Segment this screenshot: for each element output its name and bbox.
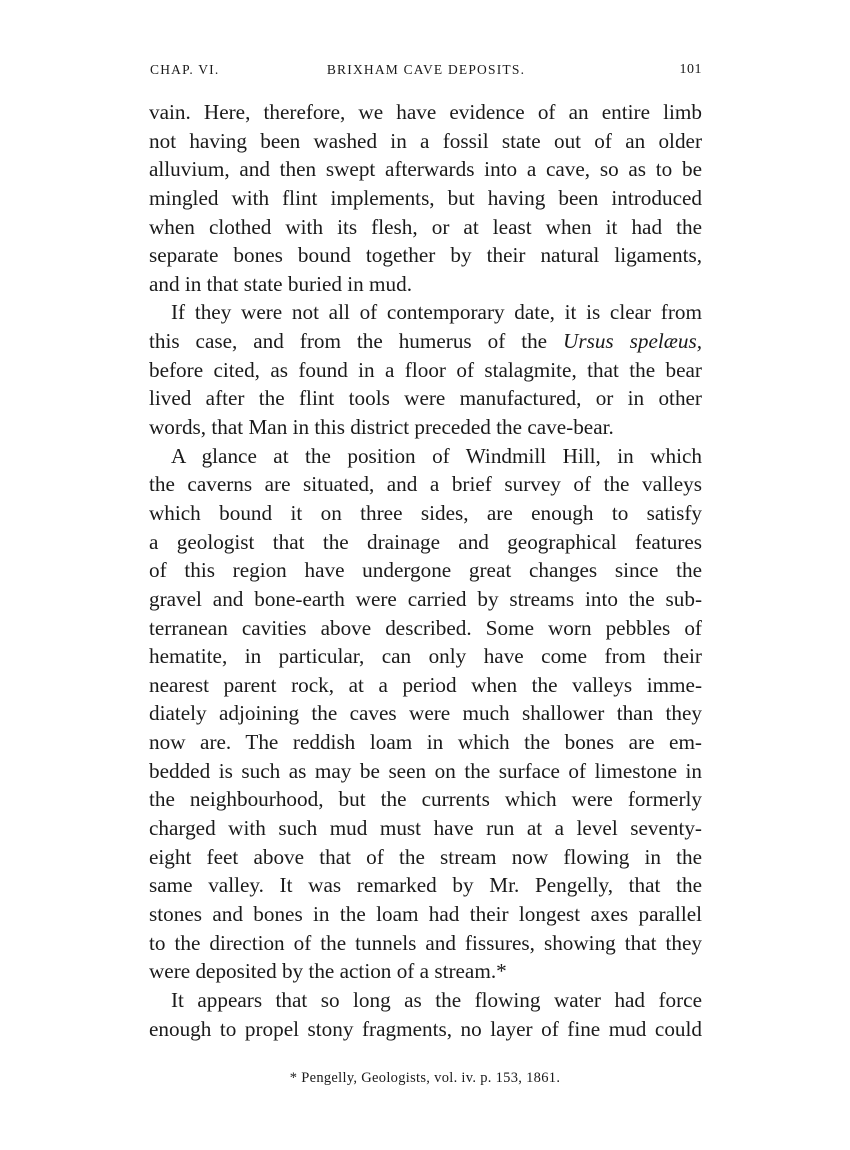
text-line: which bound it on three sides, are enough to satisfy	[149, 500, 702, 525]
text-line: charged with such mud must have run at a level seventy-	[149, 816, 702, 841]
text-line: It appears that so long as the flowing water had force	[171, 987, 702, 1012]
text-line: words, that Man in this district preceded the cave-bear.	[149, 415, 614, 440]
text-line: before cited, as found in a floor of stalagmite, that the bear	[149, 357, 702, 382]
text-line: same valley. It was remarked by Mr. Pengelly, that the	[149, 873, 702, 898]
text-line: A glance at the position of Windmill Hill, in which	[171, 443, 702, 468]
text-line: gravel and bone-earth were carried by streams into the sub-	[149, 586, 702, 611]
page-number: 101	[679, 62, 702, 77]
text-line: diately adjoining the caves were much shallower than they	[149, 701, 702, 726]
text-line: and in that state buried in mud.	[149, 271, 413, 296]
body-text	[149, 98, 702, 1043]
text-line: the neighbourhood, but the currents which were formerly	[149, 787, 702, 812]
text-line-italic	[149, 327, 702, 356]
text-line: the caverns are situated, and a brief survey of the valleys	[149, 472, 702, 497]
text-line: vain. Here, therefore, we have evidence of an entire limb	[149, 100, 702, 124]
text-line: bedded is such as may be seen on the surface of limestone in	[149, 758, 702, 783]
footnote: * Pengelly, Geologists, vol. iv. p. 153, 1861.	[289, 1070, 561, 1086]
text-line: when clothed with its flesh, or at least when it had the	[149, 214, 702, 239]
text-line: nearest parent rock, at a period when the valleys imme-	[149, 672, 702, 697]
text-line: not having been washed in a fossil state out of an older	[149, 128, 702, 153]
text-line: alluvium, and then swept afterwards into a cave, so as to be	[149, 157, 702, 182]
text-line: enough to propel stony fragments, no layer of fine mud could	[149, 1016, 702, 1041]
text-line: separate bones bound together by their natural ligaments,	[149, 243, 702, 268]
text-line: stones and bones in the loam had their longest axes parallel	[149, 901, 702, 926]
running-title: BRIXHAM CAVE DEPOSITS.	[326, 62, 526, 77]
text-line: If they were not all of contemporary date, it is clear from	[171, 300, 702, 325]
species-name: Ursus spelæus,	[563, 329, 702, 354]
text-line: now are. The reddish loam in which the bones are em-	[149, 730, 702, 755]
text-line: to the direction of the tunnels and fissures, showing that they	[149, 930, 702, 955]
running-head	[150, 62, 702, 86]
text-line: were deposited by the action of a stream.*	[149, 959, 507, 984]
text-segment: this case, and from the humerus of the	[149, 329, 564, 354]
text-line: mingled with flint implements, but having been introduced	[149, 185, 702, 210]
text-line: lived after the flint tools were manufactured, or in other	[149, 386, 702, 411]
text-line: terranean cavities above described. Some worn pebbles of	[149, 615, 702, 640]
text-line: eight feet above that of the stream now flowing in the	[149, 844, 702, 869]
text-line: of this region have undergone great changes since the	[149, 558, 702, 583]
chapter-label: CHAP. VI.	[150, 62, 220, 77]
text-line: hematite, in particular, can only have come from their	[149, 644, 702, 669]
text-line: a geologist that the drainage and geographical features	[149, 529, 702, 554]
